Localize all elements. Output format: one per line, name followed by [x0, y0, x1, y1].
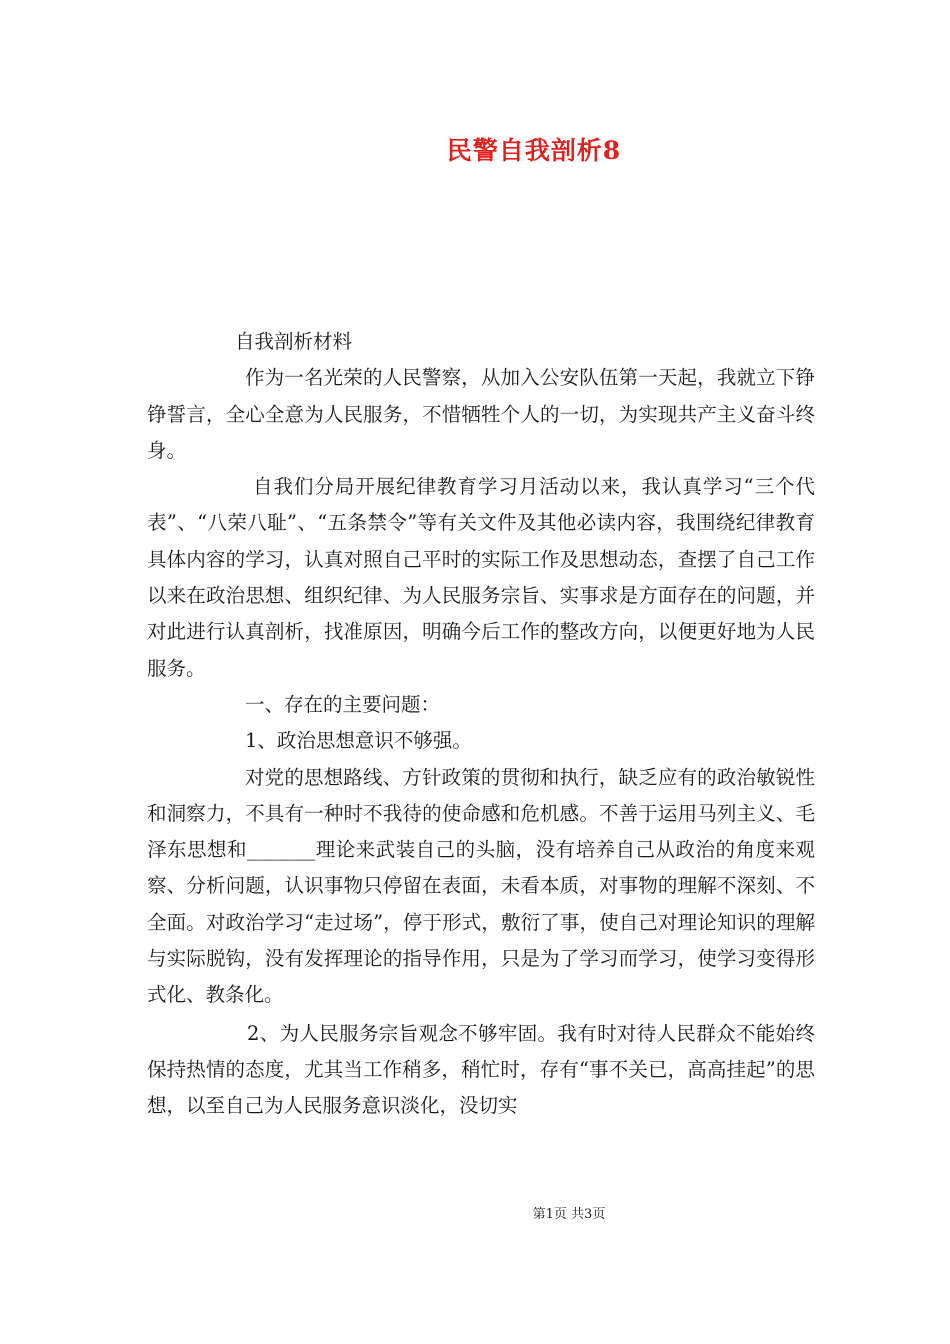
- paragraph-intro: 作为一名光荣的人民警察，从加入公安队伍第一天起，我就立下铮铮誓言，全心全意为人民服务，不惜牺牲个人的一切，为实现共产主义奋斗终身。: [147, 366, 815, 462]
- section-heading: 自我剖析材料: [235, 330, 353, 353]
- paragraph-study: 自我们分局开展纪律教育学习月活动以来，我认真学习“三个代表”、“八荣八耻”、“五条禁令”等有关文件及其他必读内容，我围绕纪律教育具体内容的学习，认真对照自己平时的实际工作及思想动态，查摆了自己工作以来在政治思想、组织纪律、为人民服务宗旨、实事求是方面存在的问题，并对此进行认真剖析，找准原因，明确今后工作的整改方向，以便更好地为人民服务。: [147, 475, 815, 680]
- document-title: 民警自我剖析8: [446, 136, 622, 165]
- item-1-title: 1、政治思想意识不够强。: [245, 729, 472, 753]
- item-2-body: 2、为人民服务宗旨观念不够牢固。我有时对待人民群众不能始终保持热情的态度，尤其当工作稍多，稍忙时，存有“事不关已，高高挂起”的思想，以至自己为人民服务意识淡化，没切实: [147, 1021, 815, 1118]
- page-footer: 第1页 共3页: [532, 1207, 606, 1222]
- item-1-body: 对党的思想路线、方针政策的贯彻和执行，缺乏应有的政治敏锐性和洞察力，不具有一种时不我待的使命感和危机感。不善于运用马列主义、毛泽东思想和_______理论来武装自己的头脑，没有培养自己从政治的角度来观察、分析问题，认识事物只停留在表面，未看本质，对事物的理解不深刻、不全面。对政治学习“走过场”，停于形式，敷衍了事，使自己对理论知识的理解与实际脱钩，没有发挥理论的指导作用，只是为了学习而学习，使学习变得形式化、教条化。: [147, 765, 815, 1007]
- document-body: [147, 324, 815, 1125]
- section-problems-title: 一、存在的主要问题：: [245, 692, 441, 716]
